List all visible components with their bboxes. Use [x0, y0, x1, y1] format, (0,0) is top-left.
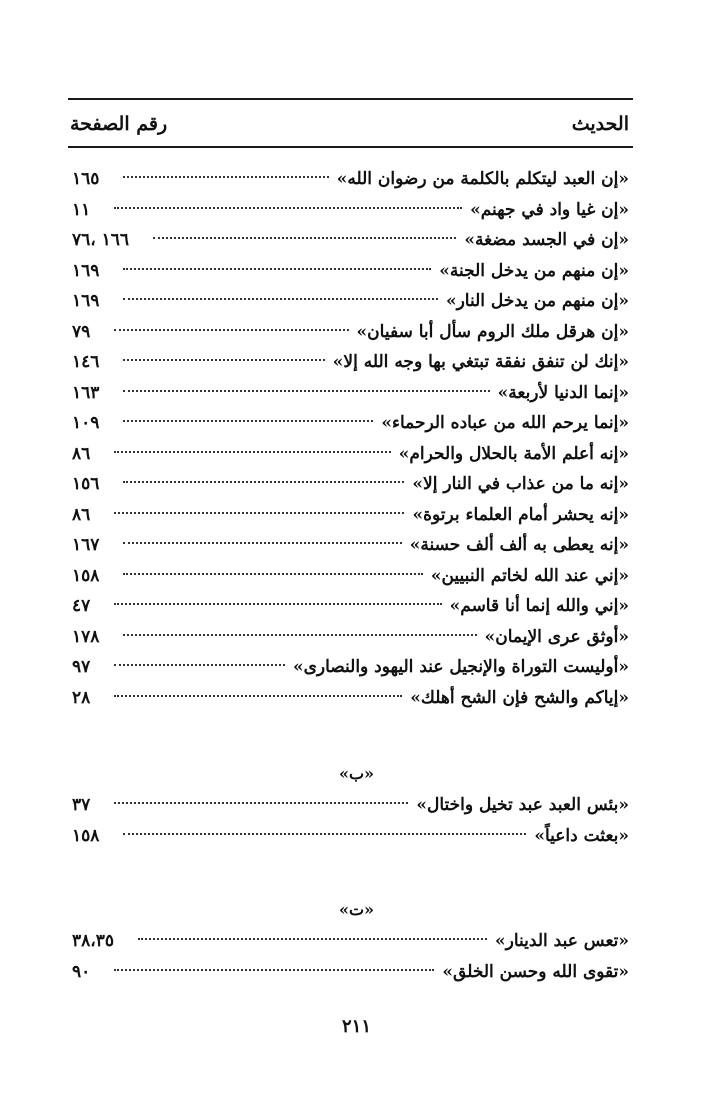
list-item [72, 469, 629, 500]
list-item [72, 561, 629, 592]
hadith-list-ba [72, 790, 629, 851]
entry-hadith-text: «إن في الجسد مضغة» [464, 230, 629, 250]
page-column-header: رقم الصفحة [70, 113, 168, 135]
entry-hadith-text: «إني عند الله لخاتم النبيين» [430, 565, 629, 586]
dot-leader [123, 481, 404, 483]
entry-page-number: ١٦٩ [72, 260, 100, 281]
list-item [72, 530, 629, 561]
dot-leader [123, 359, 324, 361]
dot-leader [123, 634, 476, 636]
entry-page-number: ١١ [72, 199, 91, 220]
top-rule [68, 98, 633, 100]
page-number: ٢١١ [341, 1016, 371, 1037]
list-item [72, 790, 629, 821]
entry-hadith-text: «إنه أعلم الأمة بالحلال والحرام» [398, 443, 629, 464]
entry-hadith-text: «أوثق عرى الإيمان» [484, 626, 629, 647]
dot-leader [138, 938, 487, 940]
list-item [72, 408, 629, 439]
entry-hadith-text: «إن منهم من يدخل النار» [445, 291, 629, 311]
entry-hadith-text: «إنما يرحم الله من عباده الرحماء» [381, 413, 629, 433]
dot-leader [123, 390, 489, 392]
entry-page-number: ١٠٩ [72, 413, 100, 433]
section-heading-ta: «ت» [338, 900, 375, 919]
list-item [72, 683, 629, 714]
entry-hadith-text: «إنما الدنيا لأربعة» [497, 382, 629, 403]
list-item [72, 652, 629, 683]
list-item [72, 195, 629, 226]
entry-hadith-text: «إن هرقل ملك الروم سأل أبا سفيان» [356, 321, 629, 342]
entry-hadith-text: «إياكم والشح فإن الشح أهلك» [410, 687, 629, 708]
entry-page-number: ١٦٧ [72, 535, 100, 555]
entry-page-number: ٨٦ [72, 443, 91, 464]
entry-hadith-text: «إن غيا واد في جهنم» [470, 199, 629, 220]
dot-leader [114, 329, 348, 331]
entry-page-number: ٣٨،٣٥ [72, 931, 115, 951]
entry-page-number: ١٥٨ [72, 825, 100, 846]
dot-leader [114, 969, 434, 971]
entry-hadith-text: «إنه يحشر أمام العلماء برتوة» [412, 504, 629, 525]
list-item [72, 957, 629, 988]
dot-leader [123, 833, 526, 835]
dot-leader [123, 298, 438, 300]
dot-leader [153, 237, 456, 239]
entry-hadith-text: «بعثت داعياً» [534, 825, 629, 846]
entry-page-number: ٩٧ [72, 657, 91, 677]
section-heading-ba: «ب» [338, 764, 375, 783]
dot-leader [114, 207, 462, 209]
dot-leader [114, 512, 404, 514]
entry-hadith-text: «إنك لن تنفق نفقة تبتغي بها وجه الله إلا» [332, 352, 629, 372]
hadith-column-header: الحديث [571, 113, 629, 135]
hadith-list-ta [72, 926, 629, 987]
entry-page-number: ١٥٦ [72, 474, 100, 494]
dot-leader [114, 603, 441, 605]
list-item [72, 378, 629, 409]
dot-leader [114, 802, 408, 804]
entry-hadith-text: «إنه يعطى به ألف ألف حسنة» [409, 535, 629, 555]
list-item [72, 256, 629, 287]
dot-leader [123, 268, 431, 270]
list-item [72, 500, 629, 531]
dot-leader [114, 451, 391, 453]
list-item [72, 347, 629, 378]
entry-hadith-text: «إن منهم من يدخل الجنة» [439, 260, 629, 281]
entry-hadith-text: «أوليست التوراة والإنجيل عند اليهود والنصارى» [292, 657, 629, 677]
hadith-list-alif [72, 164, 629, 713]
list-item [72, 622, 629, 653]
dot-leader [123, 176, 328, 178]
entry-hadith-text: «تقوى الله وحسن الخلق» [442, 961, 629, 982]
list-item [72, 317, 629, 348]
entry-page-number: ٧٩ [72, 321, 91, 342]
list-item [72, 591, 629, 622]
list-item [72, 164, 629, 195]
entry-page-number: ٢٨ [72, 687, 91, 708]
entry-hadith-text: «إني والله إنما أنا قاسم» [449, 596, 629, 616]
entry-page-number: ١٦٥ [72, 169, 100, 189]
dot-leader [114, 664, 285, 666]
entry-hadith-text: «تعس عبد الدينار» [495, 931, 629, 951]
entry-hadith-text: «إن العبد ليتكلم بالكلمة من رضوان الله» [336, 169, 629, 189]
list-item [72, 439, 629, 470]
entry-page-number: ١٧٨ [72, 626, 100, 647]
entry-page-number: ٨٦ [72, 504, 91, 525]
entry-page-number: ١٦٣ [72, 382, 100, 403]
entry-page-number: ١٦٩ [72, 291, 100, 311]
dot-leader [123, 542, 401, 544]
list-item [72, 821, 629, 852]
entry-page-number: ١٦٦ ،٧٦ [72, 230, 130, 250]
entry-hadith-text: «بئس العبد عبد تخيل واختال» [416, 795, 629, 815]
list-item [72, 926, 629, 957]
entry-page-number: ٣٧ [72, 795, 91, 815]
dot-leader [123, 420, 373, 422]
header-rule [68, 146, 633, 148]
dot-leader [123, 573, 422, 575]
entry-page-number: ٩٠ [72, 961, 91, 982]
list-item [72, 286, 629, 317]
entry-page-number: ٤٧ [72, 596, 91, 616]
entry-page-number: ١٥٨ [72, 565, 100, 586]
list-item [72, 225, 629, 256]
entry-hadith-text: «إنه ما من عذاب في النار إلا» [412, 474, 629, 494]
dot-leader [114, 695, 402, 697]
entry-page-number: ١٤٦ [72, 352, 100, 372]
